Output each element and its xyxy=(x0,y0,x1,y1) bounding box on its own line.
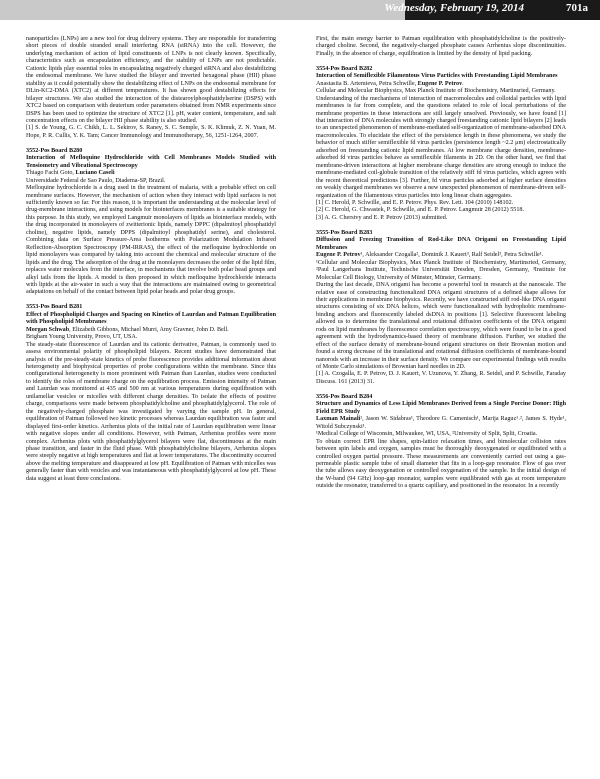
reference: [2] C. Herold, G. Chwastek, P. Schwille, and E. P. Petrov. Langmuir 28 (2012) 5518. xyxy=(316,207,525,214)
abstract-title: Interaction of Semiflexible Filamentous Virus Particles with Freestanding Lipid Membranes xyxy=(316,73,558,80)
abstract-id: 3552-Pos Board B280 xyxy=(26,147,83,154)
presenting-author: Eugene P. Petrov xyxy=(316,252,361,259)
abstract-affiliation: ¹Medical College of Wisconsin, Milwaukee, WI, USA, ²University of Split, Split, Croatia. xyxy=(316,431,538,438)
left-column xyxy=(26,36,276,483)
abstract-3553 xyxy=(26,304,276,483)
author-list: ¹, Jason W. Sidabras¹, Theodore G. Camenisch¹, Marija Raguz¹˒², James S. Hyde¹, Witold Subczynski¹. xyxy=(316,416,566,430)
abstract-affiliation: Universidade Federal de Sao Paulo, Diadema-SP, Brazil. xyxy=(26,177,166,184)
presenting-author: Laxman Mainali xyxy=(316,416,361,423)
continued-abstract-text: First, the main energy barrier to Patman equilibration with phosphatidylcholine is the positively-charged choline. Second, the negatively-charged phosphate causes Arrhenius slope discontinuities. Finally, in the absence of charge, equilibration is limited by the density of lipid packing. xyxy=(316,36,566,57)
abstract-body: To obtain correct EPR line shapes, spin-lattice relaxation times, and bimolecular collision rates between spin labels and oxygen, samples must be thoroughly deoxygenated or equilibrated with a controlled oxygen partial pressure. These measurements are conveniently carried out using a gas-permeable plastic sample tube of small diameter that fits in a loop-gap resonator. Flow of gas over the tube allows easy deoxygenation or controlled oxygenation of the sample. In the initial design of the W-band (94 GHz) loop-gap resonator, samples were equilibrated with gas at room temperature outside the resonator, transferred to a quartz capillary, and positioned in the resonator. In a recently xyxy=(316,438,566,490)
abstract-authors xyxy=(316,252,566,259)
abstract-id: 3553-Pos Board B281 xyxy=(26,304,83,311)
abstract-title: Interaction of Mefloquine Hydrochloride with Cell Membranes Models Studied with Tensiometry and Vibrational Spectroscopy xyxy=(26,155,276,169)
header-date: Wednesday, February 19, 2014 xyxy=(384,2,524,14)
abstract-3555 xyxy=(316,230,566,387)
abstract-body: During the last decade, DNA origami has become a powerful tool in research at the nanoscale. The relative ease of constructing functionalized DNA origami structures of a defined shape allows for their applications in membrane biophysics. Recently, we have constructed stiff rod-like DNA origami structures consisting of six DNA helices, which were functionalized with hydrophobic membrane-binding anchors and fluorescently labeled dsDNA in positions [1]. Selective fluorescent labeling allowed us to determine the translational and rotational diffusion coefficients of the DNA origami rods on lipid membranes by fluorescence correlation spectroscopy, which were found to be in a good agreement with the hydrodynamics-based theory of membrane diffusion. Further, we studied the effect of the surface density of membrane-bound origami structures on their Brownian motion and found a strong decrease of the translational and rotational diffusion coefficients of membrane-bound nanorods with an increase in their surface density. We compare our experimental findings with results of Monte Carlo simulations of Brownian hard needles in 2D. xyxy=(316,282,566,371)
presenting-author: Eugene P. Petrov xyxy=(417,80,463,87)
abstract-authors xyxy=(26,170,276,177)
abstract-title: Effect of Phospholipid Charges and Spacing on Kinetics of Laurdan and Patman Equilibration with Phospholipid Membranes xyxy=(26,311,276,326)
abstract-3556 xyxy=(316,394,566,491)
abstract-body: The steady-state fluorescence of Laurdan and its cationic derivative, Patman, is commonly used to assess environmental polarity of phospholipid bilayers. Recent studies have demonstrated that analysis of the pre-steady-state kinetics of probe fluorescence provides additional information about heterogeneity and biophysical properties of probe configurations within the membrane. Since this configurational heterogeneity is more prominent with Patman than Laurdan, studies were conducted to identify the roles of membrane charge on the equilibration process. Emission intensity of Patman and Laurdan was monitored at 435 and 500 nm at various temperatures during equilibration with unilamellar vesicles or micelles with different charge densities. To isolate the effects of positive charge, comparisons were made between phosphatidylcholine and phosphatidylglycerol. The role of the negatively-charged phosphate was investigated by varying the sample pH. In general, equilibration of Patman followed two kinetic processes whereas Laurdan equilibration was faster and displayed first-order kinetics. Arrhenius plots of the initial rate of Laurdan equilibration were linear with negative slopes under all conditions. However, with Patman, Arrhenius profiles were more complex. Arrhenius plots with phosphatidylglycerol bilayers were flat, discontinuous at the main phase transition, and faster in the fluid phase. With phosphatidylcholine bilayers, Arrhenius slopes were steeply negative at high temperatures and flat at lower temperatures. The discontinuity occurred above the melting temperature and disappeared at low pH. Equilibration of Patman with micelles was generally faster than with vesicles and was instantaneous with phosphatidylglycerol at low pH. These data suggest at least three conclusions. xyxy=(26,341,276,482)
abstract-title: Diffusion and Freezing Transition of Rod-Like DNA Origami on Freestanding Lipid Membranes xyxy=(316,237,566,251)
abstract-authors xyxy=(26,327,276,334)
author-list-end: . xyxy=(462,80,464,87)
abstract-body: Mefloquine hydrochloride is a drug used in the treatment of malaria, with a probable effect on cell membrane surfaces. However, the mechanism of action when they interact with lipid surfaces is not sufficiently known so far. For this reason, it is important the understanding at the molecular level of drug-membrane interactions, and using models for biointerfaces membranes is a suitable strategy for this purpose. In this study, we employed Langmuir monolayers of lipids as biointerface models, with the drug incorporated in monolayers of zwitterionic lipids, namely DPPC (dipalmitoyl phosphatidyl choline), negative lipids, namely DPPS (dipalmitoyl phosphatidyl serine), and cholesterol. Combining data on Surface Pressure-Area Isotherms with Polarization Modulation Infrared Reflection-Absorption Spectroscopy (PM-IRRAS), the effect of the mefloquine hydrochloride on lipid monolayers was compared by taking into account the chemical and molecular structure of the lipids and the drug. The adsorption of the drug at the monolayers decreases the order of the lipid film, replaces water molecules from the interface, in mechanisms that involve both polar head groups and alkyl tails from the lipids. A model is then proposed in which mefloquine hydrochloride interacts with lipids at the air-water in such a way that the interactions are maintained owing to geometrical adaptations on behalf of the contact between lipid polar heads and polar drug groups. xyxy=(26,185,276,296)
abstract-id: 3555-Pos Board B283 xyxy=(316,229,373,236)
page-number: 701a xyxy=(566,2,588,14)
abstract-3552 xyxy=(26,148,276,297)
author-list: , Elizabeth Gibbons, Michael Murri, Amy Gravner, John D. Bell. xyxy=(69,326,229,333)
abstract-3554 xyxy=(316,66,566,223)
presenting-author: Morgan Schwab xyxy=(26,326,70,333)
abstract-body: Understanding of the mechanisms of interaction of macromolecules and colloidal particles with lipid membranes is far from complete, and the questions related to role of local perturbations of the membrane properties in these interactions are still largely unsolved. Previously, we have found [1] that interaction of DNA molecules with strongly charged freestanding cationic lipid bilayers [2] leads to an unexpected phenomenon of membrane-mediated self-organization of membrane-adsorbed DNA macromolecules. To elucidate the effect of the persistence length in these phenomena, we study the behavior of much stiffer semiflexible fd virus particles (persistence length ~2.2 μm) electrostatically adsorbed on freestanding cationic lipid membranes. At low membrane charge densities, membrane-adsorbed fd virus particles behave as semiflexible filaments in 2D. On the other hand, we find that membrane-driven interactions at higher membrane charge densities are strong enough to induce the membrane-mediated coil-globule transition of the relatively stiff fd virus particles, which agrees with the recent theoretical predictions [3]. Further, fd virus particles adsorbed at higher surface densities on weakly charged membranes we observe a new unexpected phenomenon of membrane-driven self-organization of the filamentous virus particles into long linear chain aggregates. xyxy=(316,95,566,199)
presenting-author: Luciano Caseli xyxy=(75,170,115,177)
author-list: Anastasiia B. Artemieva, Petra Schwille, xyxy=(316,80,418,87)
author-list: ¹, Aleksander Czogalla², Dominik J. Kauert³, Ralf Seidel³, Petra Schwille¹. xyxy=(360,252,544,259)
abstract-authors xyxy=(316,416,566,431)
author-list: Thiago Fachi Goto, xyxy=(26,170,76,177)
journal-header-bar xyxy=(0,0,600,20)
abstract-title: Structure and Dynamics of Less Lipid Membranes Derived from a Single Porcine Donor: High Field EPR Study xyxy=(316,401,566,415)
abstract-id: 3556-Pos Board B284 xyxy=(316,393,373,400)
right-column xyxy=(316,36,566,491)
reference: [1] C. Herold, P. Schwille, and E. P. Petrov. Phys. Rev. Lett. 104 (2010) 148102. xyxy=(316,200,514,207)
header-gray-band xyxy=(0,0,405,20)
abstract-id: 3554-Pos Board B282 xyxy=(316,65,373,72)
reference: [3] A. G. Cherstvy and E. P. Petrov (2013) submitted. xyxy=(316,214,448,221)
reference: [1] S. de Young, G. C. Chikh, L. L. Sekirov, S. Raney, S. C. Semple, S. K. Klimuk, Z. N. Yuan, M. Hope, P. R. Cullis, Y. K. Tam; Cancer Immunology and Immunotherapy, 56, 1251-1264, 2007. xyxy=(26,125,276,139)
abstract-affiliation: Brigham Young University, Provo, UT, USA. xyxy=(26,334,138,341)
abstract-affiliation: Cellular and Molecular Biophysics, Max Planck Institute of Biochemistry, Martinsried, Germany. xyxy=(316,88,556,95)
abstract-affiliation: ¹Cellular and Molecular Biophysics, Max Planck Institute of Biochemistry, Martinsried, Germany, ²Paul Langerhans Institute, Technische Universität Dresden, Dresden, Germany, ³Institute for Molecular Cell Biology, University of Münster, Münster, Germany. xyxy=(316,259,566,281)
continued-abstract-text: nanoparticles (LNPs) are a new tool for drug delivery systems. They are responsible for transferring short pieces of double stranded small interfering RNA (siRNA) into the cell. However, the underlying mechanism of action of lipid constituents of LNPs is not clearly known. Specifically, characteristics such as encapsulation efficiency, and the stability of LNPs are not predictable. Cationic lipids play essential roles in encapsulating negatively charged siRNA and also destabilizing the endosomal membrane. We have studied the bilayer and inverted hexagonal phase (HII) phase stability as it could potentially show the destabilizing effect of LNPs on the endosomal membrane for DLin-KC2-DMA (XTC2) at different temperatures. It has shown good destabilizing effects for bilayer structures. We also studied the interaction of the distearoylphosphatidylserine (DSPS) with XTC2 based on comparison with deuterium order parameters obtained from NMR experiments since DSPS has been used to optimize the structure of XTC2 [1]. pH, water content, temperature, and salt concentration effects on the bilayer HII phase stability is also studied. xyxy=(26,36,276,124)
reference: [1] A. Czogalla, E. P. Petrov, D. J. Kauert, V. Uzunova, Y. Zhang, R. Seidel, and P. Schwille, Faraday Discuss. 161 (2013) 31. xyxy=(316,371,566,385)
